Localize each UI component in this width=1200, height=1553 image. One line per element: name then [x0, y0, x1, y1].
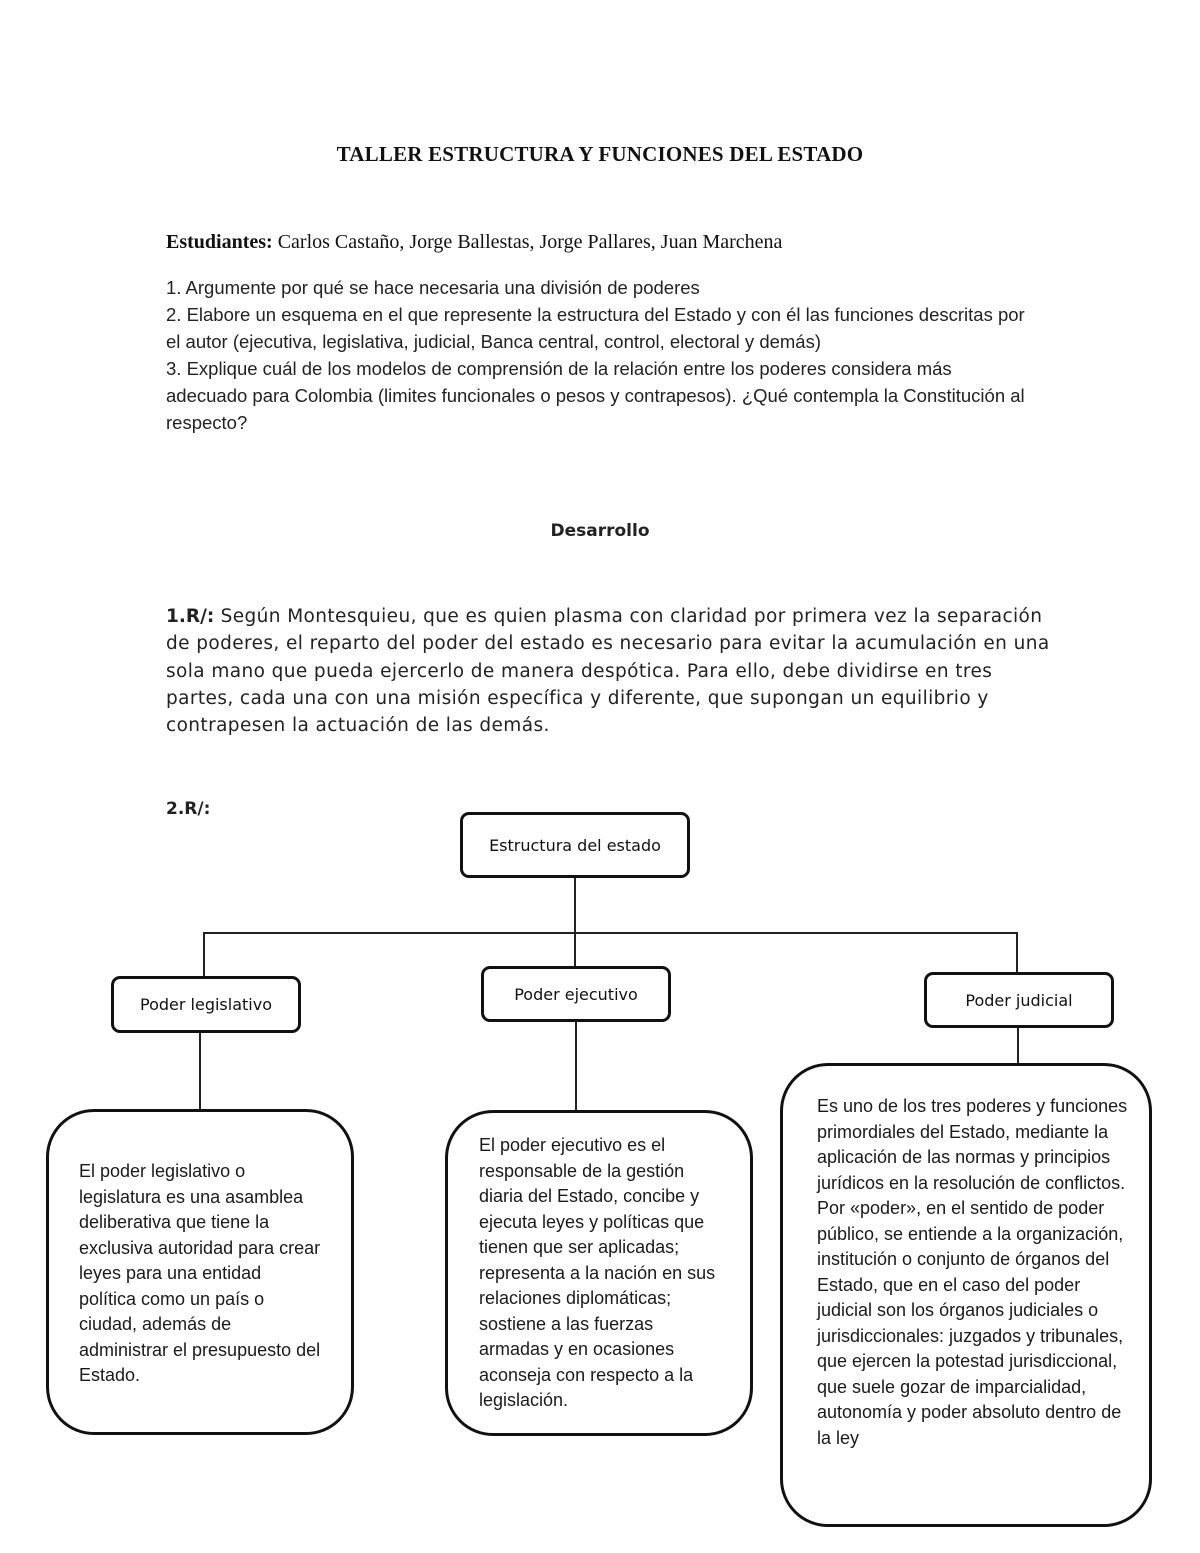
students-label: Estudiantes:	[166, 231, 273, 253]
branch-box-legislativo	[111, 976, 301, 1033]
description-box-legislativo	[46, 1109, 354, 1435]
judicial-down-connector	[1017, 1028, 1019, 1064]
branch-box-judicial	[924, 972, 1114, 1028]
questions-list	[166, 274, 1026, 436]
document-title: TALLER ESTRUCTURA Y FUNCIONES DEL ESTADO	[336, 142, 864, 166]
root-connector	[574, 878, 576, 934]
students-line	[166, 231, 782, 254]
answer-1	[166, 603, 1066, 739]
description-judicial: Es uno de los tres poderes y funciones primordiales del Estado, mediante la aplicación de las normas y principios jurídicos en la resolución de conflictos. Por «poder», en el sentido de poder público, se entiende a la organización, institución o conjunto de órganos del Estado, que en el caso del poder judicial son los órganos judiciales o jurisdiccionales: juzgados y tribunales, que ejercen la potestad jurisdiccional, que suele gozar de imparcialidad, autonomía y poder absoluto dentro de la ley	[817, 1096, 1128, 1448]
horizontal-connector	[203, 932, 1018, 934]
students-names: Carlos Castaño, Jorge Ballestas, Jorge Pallares, Juan Marchena	[277, 231, 783, 253]
ejecutivo-down-connector	[575, 1022, 577, 1112]
description-box-judicial	[780, 1063, 1152, 1527]
answer-1-text: Según Montesquieu, que es quien plasma con claridad por primera vez la separación de poderes, el reparto del poder del estado es necesario para evitar la acumulación en una sola mano que pueda ejercerlo de manera despótica. Para ello, debe dividirse en tres partes, cada una con una misión específica y diferente, que supongan un equilibrio y contrapesen la actuación de las demás.	[166, 606, 1050, 737]
question-3: 3. Explique cuál de los modelos de comprensión de la relación entre los poderes considera más adecuado para Colombia (limites funcionales o pesos y contrapesos). ¿Qué contempla la Constitución al respecto?	[166, 358, 1025, 433]
legislativo-down-connector	[199, 1033, 201, 1109]
answer-1-label: 1.R/:	[166, 606, 215, 627]
branch-label-judicial: Poder judicial	[965, 990, 1073, 1010]
middle-connector	[574, 932, 576, 966]
right-connector	[1016, 932, 1018, 972]
description-box-ejecutivo	[445, 1110, 753, 1436]
branch-label-ejecutivo: Poder ejecutivo	[514, 984, 638, 1004]
answer-2-label: 2.R/:	[166, 799, 211, 819]
question-2: 2. Elabore un esquema en el que represente la estructura del Estado y con él las funciones descritas por el autor (ejecutiva, legislativa, judicial, Banca central, control, electoral y demás)	[166, 304, 1025, 352]
branch-label-legislativo: Poder legislativo	[140, 995, 272, 1014]
description-legislativo: El poder legislativo o legislatura es una asamblea deliberativa que tiene la exclusiva autoridad para crear leyes para una entidad política como un país o ciudad, además de administrar el presupuesto del Estado.	[79, 1161, 321, 1385]
description-ejecutivo: El poder ejecutivo es el responsable de la gestión diaria del Estado, concibe y ejecuta leyes y políticas que tienen que ser aplicadas; representa a la nación en sus relaciones diplomáticas; sostiene a las fuerzas armadas y en ocasiones aconseja con respecto a la legislación.	[479, 1135, 716, 1410]
development-heading: Desarrollo	[550, 521, 650, 541]
left-connector	[203, 932, 205, 977]
question-1: 1. Argumente por qué se hace necesaria una división de poderes	[166, 277, 700, 298]
root-label: Estructura del estado	[489, 835, 661, 855]
root-box	[460, 812, 690, 878]
branch-box-ejecutivo	[481, 966, 671, 1022]
